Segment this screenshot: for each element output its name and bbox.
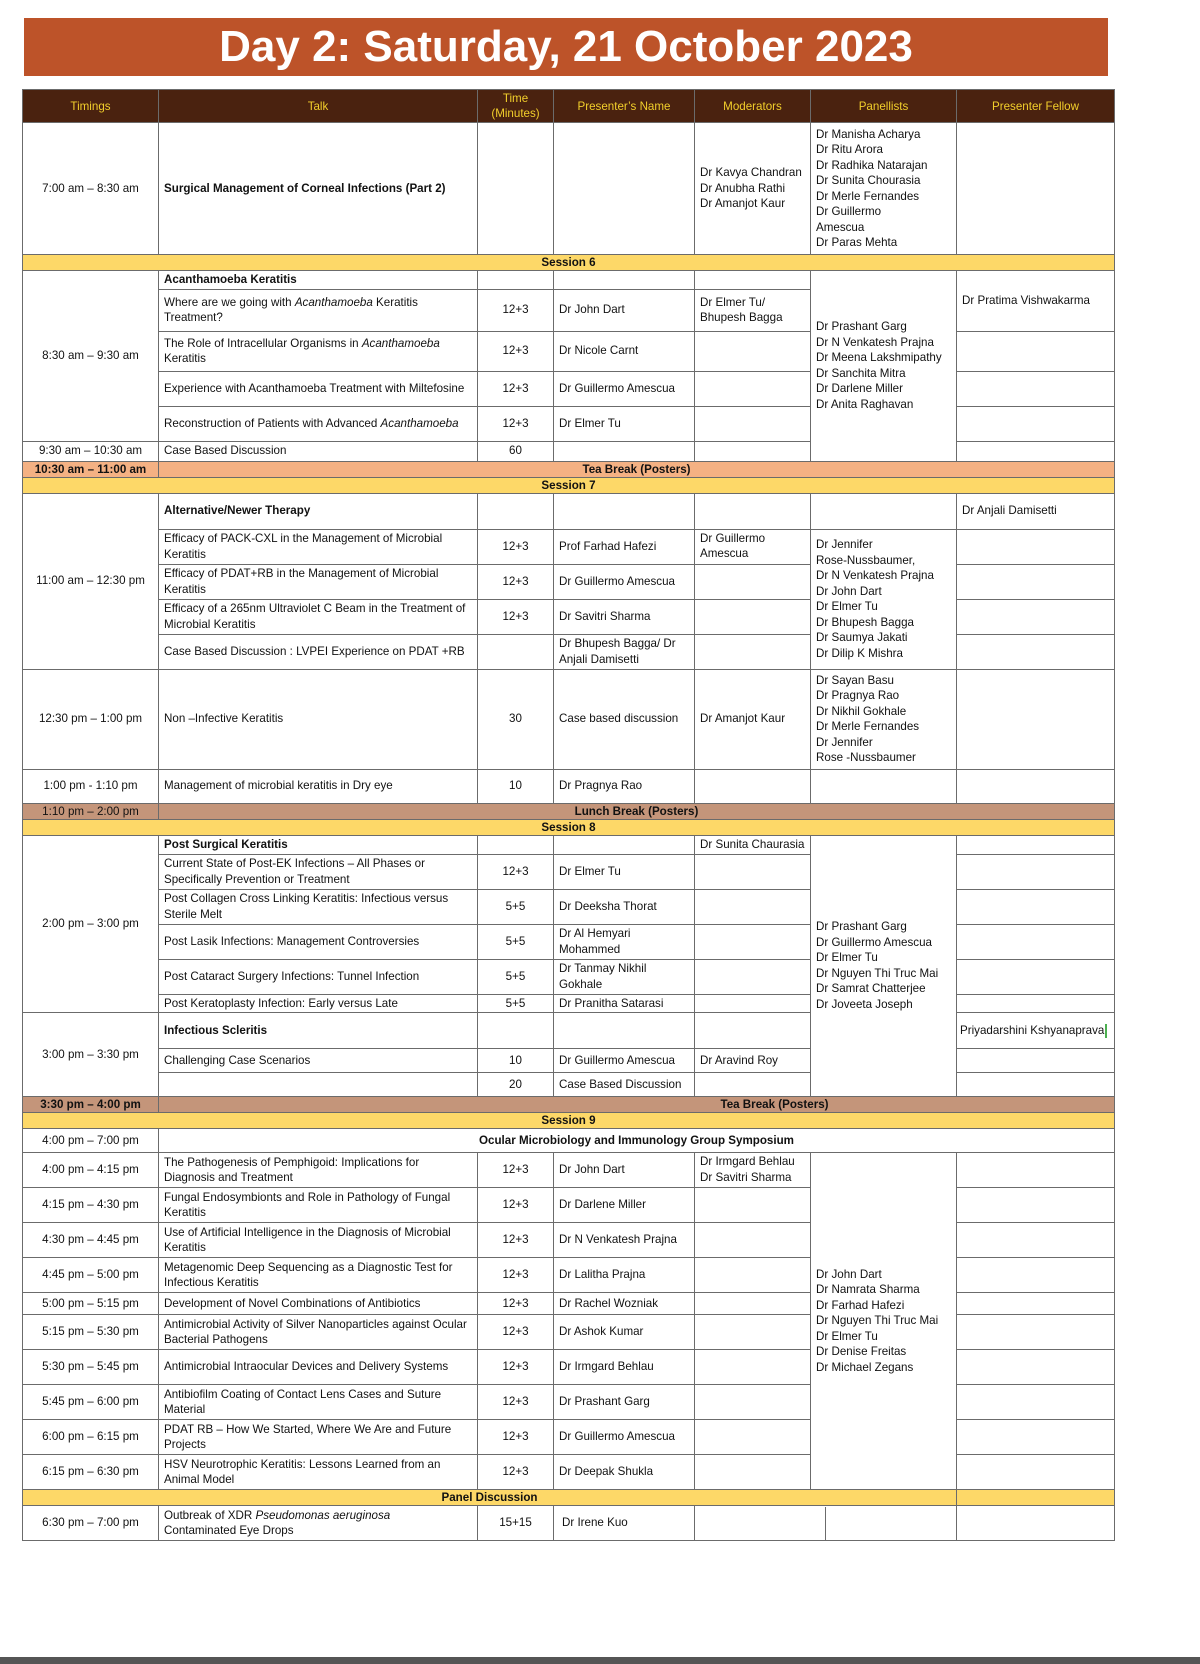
presenter-cell: Dr Guillermo Amescua bbox=[554, 1049, 695, 1073]
minutes-cell: 12+3 bbox=[478, 1188, 554, 1223]
person-name: Dr Prashant Garg bbox=[816, 320, 907, 334]
talk-cell: Management of microbial keratitis in Dry eye bbox=[159, 769, 478, 803]
timing-cell: 5:30 pm – 5:45 pm bbox=[23, 1350, 159, 1385]
panellists-cell bbox=[811, 1153, 957, 1490]
talk-cell: Antimicrobial Activity of Silver Nanoparticles against Ocular Bacterial Pathogens bbox=[159, 1315, 478, 1350]
presenter-cell: Case Based Discussion bbox=[554, 1073, 695, 1097]
presenter-cell: Dr John Dart bbox=[554, 289, 695, 331]
minutes-cell: 5+5 bbox=[478, 889, 554, 924]
schedule-table bbox=[22, 89, 1115, 1541]
moderators-cell bbox=[695, 1385, 811, 1420]
person-name: Dr Nikhil Gokhale bbox=[816, 704, 907, 718]
person-name: Dr Anubha Rathi bbox=[700, 181, 786, 195]
person-name: Dr Radhika Natarajan bbox=[816, 158, 928, 172]
fellow-cell bbox=[957, 1153, 1115, 1188]
talk-cell: Post Collagen Cross Linking Keratitis: Infectious versus Sterile Melt bbox=[159, 889, 478, 924]
panellists-cell bbox=[811, 271, 957, 462]
person-name: Dr Savitri Sharma bbox=[700, 1170, 792, 1184]
presenter-cell: Dr Elmer Tu bbox=[554, 406, 695, 441]
table-header bbox=[23, 90, 1115, 123]
timing-cell: 3:00 pm – 3:30 pm bbox=[23, 1013, 159, 1097]
presenter-cell bbox=[554, 123, 695, 255]
presenter-cell: Dr Irmgard Behlau bbox=[554, 1350, 695, 1385]
session-label: Session 9 bbox=[23, 1113, 1115, 1129]
moderators-cell bbox=[695, 1153, 811, 1188]
table-row bbox=[23, 123, 1115, 255]
moderators-cell bbox=[695, 331, 811, 371]
fellow-cell bbox=[957, 123, 1115, 255]
talk-heading: Post Surgical Keratitis bbox=[159, 835, 478, 854]
person-name: Dr Elmer Tu bbox=[816, 1329, 878, 1343]
minutes-cell bbox=[478, 123, 554, 255]
session-row bbox=[23, 819, 1115, 835]
person-name: Dr Elmer Tu bbox=[816, 951, 878, 965]
person-name: Dr Saumya Jakati bbox=[816, 631, 908, 644]
text-cursor-icon bbox=[1105, 1024, 1107, 1038]
minutes-cell: 10 bbox=[478, 769, 554, 803]
moderators-cell bbox=[695, 1315, 811, 1350]
break-label: Lunch Break (Posters) bbox=[159, 803, 1115, 819]
presenter-cell: Dr Deeksha Thorat bbox=[554, 889, 695, 924]
person-name: Dr Darlene Miller bbox=[816, 382, 903, 396]
person-name: Dr Nguyen Thi Truc Mai bbox=[816, 966, 939, 980]
presenter-cell: Dr Bhupesh Bagga/ Dr Anjali Damisetti bbox=[554, 634, 695, 669]
moderators-cell: Dr Sunita Chaurasia bbox=[695, 835, 811, 854]
minutes-cell: 12+3 bbox=[478, 289, 554, 331]
fellow-cell bbox=[957, 599, 1115, 634]
timing-cell: 8:30 am – 9:30 am bbox=[23, 271, 159, 442]
table-row bbox=[23, 835, 1115, 854]
presenter-cell: Dr Guillermo Amescua bbox=[554, 564, 695, 599]
talk-cell: Where are we going with Acanthamoeba Keratitis Treatment? bbox=[159, 289, 478, 331]
timing-cell: 2:00 pm – 3:00 pm bbox=[23, 835, 159, 1013]
talk-cell: Antibiofilm Coating of Contact Lens Cases and Suture Material bbox=[159, 1385, 478, 1420]
person-name: Dr Sanchita Mitra bbox=[816, 366, 906, 380]
fellow-cell bbox=[957, 406, 1115, 441]
person-name: Dr Bhupesh Bagga bbox=[816, 615, 914, 629]
person-name: Dr Anita Raghavan bbox=[816, 397, 914, 411]
talk-cell: Post Lasik Infections: Management Controversies bbox=[159, 924, 478, 959]
minutes-cell: 12+3 bbox=[478, 1350, 554, 1385]
minutes-cell: 12+3 bbox=[478, 1385, 554, 1420]
presenter-cell: Dr Al Hemyari Mohammed bbox=[554, 924, 695, 959]
fellow-cell bbox=[957, 959, 1115, 994]
talk-cell: Outbreak of XDR Pseudomonas aeruginosa Contaminated Eye Drops bbox=[159, 1506, 478, 1541]
person-name: Dr Jennifer bbox=[816, 735, 873, 749]
moderators-cell: Dr Guillermo Amescua bbox=[695, 529, 811, 564]
fellow-cell bbox=[957, 669, 1115, 769]
timing-cell: 6:15 pm – 6:30 pm bbox=[23, 1455, 159, 1490]
talk-cell: Case Based Discussion : LVPEI Experience on PDAT +RB bbox=[159, 634, 478, 669]
presenter-cell: Dr Deepak Shukla bbox=[554, 1455, 695, 1490]
timing-cell: 3:30 pm – 4:00 pm bbox=[23, 1097, 159, 1113]
fellow-cell bbox=[957, 331, 1115, 371]
presenter-cell: Dr Rachel Wozniak bbox=[554, 1293, 695, 1315]
break-label: Tea Break (Posters) bbox=[159, 1097, 1115, 1113]
fellow-cell: Dr Anjali Damisetti bbox=[957, 493, 1115, 529]
session-row bbox=[23, 1113, 1115, 1129]
person-name: Dr Nguyen Thi Truc Mai bbox=[816, 1314, 939, 1328]
presenter-cell: Dr Lalitha Prajna bbox=[554, 1258, 695, 1293]
fellow-cell bbox=[957, 1258, 1115, 1293]
moderators-cell bbox=[695, 123, 811, 255]
talk-cell: Current State of Post-EK Infections – All Phases or Specifically Prevention or Treatment bbox=[159, 854, 478, 889]
talk-cell: Post Cataract Surgery Infections: Tunnel Infection bbox=[159, 959, 478, 994]
fellow-cell: Priyadarshini Kshyanaprava bbox=[957, 1013, 1115, 1049]
timing-cell: 4:00 pm – 4:15 pm bbox=[23, 1153, 159, 1188]
fellow-cell bbox=[957, 1420, 1115, 1455]
presenter-cell: Dr Ashok Kumar bbox=[554, 1315, 695, 1350]
fellow-cell bbox=[957, 1188, 1115, 1223]
moderators-cell bbox=[695, 1258, 811, 1293]
table-row bbox=[23, 769, 1115, 803]
timing-cell: 5:45 pm – 6:00 pm bbox=[23, 1385, 159, 1420]
person-name: Dr Farhad Hafezi bbox=[816, 1298, 905, 1312]
moderators-cell bbox=[695, 1293, 811, 1315]
timing-cell: 5:15 pm – 5:30 pm bbox=[23, 1315, 159, 1350]
presenter-cell: Dr Tanmay Nikhil Gokhale bbox=[554, 959, 695, 994]
table-row bbox=[23, 529, 1115, 564]
talk-cell: PDAT RB – How We Started, Where We Are and Future Projects bbox=[159, 1420, 478, 1455]
talk-cell bbox=[159, 1073, 478, 1097]
moderators-cell bbox=[695, 406, 811, 441]
person-name: Dr Prashant Garg bbox=[816, 920, 907, 934]
fellow-cell bbox=[957, 1315, 1115, 1350]
moderators-cell bbox=[695, 1455, 811, 1490]
minutes-cell: 12+3 bbox=[478, 1223, 554, 1258]
minutes-cell: 12+3 bbox=[478, 854, 554, 889]
presenter-cell: Dr Darlene Miller bbox=[554, 1188, 695, 1223]
presenter-cell: Dr Pranitha Satarasi bbox=[554, 994, 695, 1013]
talk-heading: Infectious Scleritis bbox=[159, 1013, 478, 1049]
person-name: Dr Namrata Sharma bbox=[816, 1283, 920, 1297]
minutes-cell: 12+3 bbox=[478, 1455, 554, 1490]
person-name: Dr Jennifer bbox=[816, 538, 873, 551]
presenter-cell: Prof Farhad Hafezi bbox=[554, 529, 695, 564]
session-row bbox=[23, 1490, 1115, 1506]
talk-cell: Use of Artificial Intelligence in the Diagnosis of Microbial Keratitis bbox=[159, 1223, 478, 1258]
timing-cell: 6:00 pm – 6:15 pm bbox=[23, 1420, 159, 1455]
fellow-cell bbox=[957, 1350, 1115, 1385]
session-label: Session 7 bbox=[23, 477, 1115, 493]
timing-cell: 9:30 am – 10:30 am bbox=[23, 441, 159, 461]
presenter-cell: Case based discussion bbox=[554, 669, 695, 769]
presenter-cell: Dr Nicole Carnt bbox=[554, 331, 695, 371]
table-row bbox=[23, 1129, 1115, 1153]
fellow-cell: Dr Pratima Vishwakarma bbox=[957, 271, 1115, 332]
person-name: Dr Guillermo bbox=[816, 205, 882, 218]
fellow-cell bbox=[957, 994, 1115, 1013]
presenter-cell: Dr Guillermo Amescua bbox=[554, 371, 695, 406]
moderators-cell bbox=[695, 1420, 811, 1455]
tea-break-row bbox=[23, 1097, 1115, 1113]
talk-cell: The Pathogenesis of Pemphigoid: Implications for Diagnosis and Treatment bbox=[159, 1153, 478, 1188]
fellow-cell bbox=[957, 1506, 1115, 1541]
lunch-break-row bbox=[23, 803, 1115, 819]
presenter-cell: Dr John Dart bbox=[554, 1153, 695, 1188]
person-name: Dr Joveeta Joseph bbox=[816, 997, 913, 1011]
timing-cell: 4:45 pm – 5:00 pm bbox=[23, 1258, 159, 1293]
timing-cell: 12:30 pm – 1:00 pm bbox=[23, 669, 159, 769]
timing-cell: 10:30 am – 11:00 am bbox=[23, 461, 159, 477]
header-presenter-fellow: Presenter Fellow bbox=[957, 90, 1115, 123]
person-name: Dr Guillermo Amescua bbox=[816, 935, 932, 949]
fellow-cell bbox=[957, 529, 1115, 564]
fellow-cell bbox=[957, 924, 1115, 959]
person-name: Rose-Nussbaumer, bbox=[816, 553, 916, 567]
talk-cell: Antimicrobial Intraocular Devices and Delivery Systems bbox=[159, 1350, 478, 1385]
header-timings: Timings bbox=[23, 90, 159, 123]
minutes-cell: 12+3 bbox=[478, 371, 554, 406]
panellists-cell bbox=[811, 669, 957, 769]
person-name: Dr Amanjot Kaur bbox=[700, 197, 786, 211]
moderators-cell bbox=[695, 1350, 811, 1385]
person-name: Dr Michael Zegans bbox=[816, 1360, 914, 1374]
fellow-cell bbox=[957, 564, 1115, 599]
person-name: Dr Paras Mehta bbox=[816, 236, 898, 249]
session-row bbox=[23, 255, 1115, 271]
moderators-cell bbox=[695, 1188, 811, 1223]
talk-cell: Surgical Management of Corneal Infections (Part 2) bbox=[159, 123, 478, 255]
fellow-cell bbox=[957, 371, 1115, 406]
break-label: Tea Break (Posters) bbox=[159, 461, 1115, 477]
moderators-cell bbox=[695, 371, 811, 406]
presenter-cell: Dr Guillermo Amescua bbox=[554, 1420, 695, 1455]
talk-cell: Reconstruction of Patients with Advanced Acanthamoeba bbox=[159, 406, 478, 441]
table-row bbox=[23, 493, 1115, 529]
person-name: Dr Merle Fernandes bbox=[816, 720, 920, 733]
person-name: Dr Manisha Acharya bbox=[816, 127, 921, 141]
talk-cell: Efficacy of PDAT+RB in the Management of Microbial Keratitis bbox=[159, 564, 478, 599]
bottom-divider bbox=[0, 1657, 1200, 1664]
presenter-cell: Dr Pragnya Rao bbox=[554, 769, 695, 803]
fellow-cell bbox=[957, 634, 1115, 669]
person-name: Dr N Venkatesh Prajna bbox=[816, 335, 934, 349]
person-name: Rose -Nussbaumer bbox=[816, 751, 916, 764]
talk-cell: Fungal Endosymbionts and Role in Pathology of Fungal Keratitis bbox=[159, 1188, 478, 1223]
fellow-cell bbox=[957, 889, 1115, 924]
minutes-cell: 20 bbox=[478, 1073, 554, 1097]
minutes-cell bbox=[478, 634, 554, 669]
person-name: Dr Irmgard Behlau bbox=[700, 1155, 795, 1168]
person-name: Amescua bbox=[816, 220, 865, 234]
table-row bbox=[23, 271, 1115, 290]
person-name: Dr Pragnya Rao bbox=[816, 689, 900, 702]
minutes-cell: 5+5 bbox=[478, 924, 554, 959]
header-moderators: Moderators bbox=[695, 90, 811, 123]
timing-cell: 7:00 am – 8:30 am bbox=[23, 123, 159, 255]
talk-heading: Alternative/Newer Therapy bbox=[159, 493, 478, 529]
timing-cell: 4:15 pm – 4:30 pm bbox=[23, 1188, 159, 1223]
fellow-cell bbox=[957, 1455, 1115, 1490]
talk-cell: Non –Infective Keratitis bbox=[159, 669, 478, 769]
panellists-cell bbox=[811, 123, 957, 255]
fellow-cell bbox=[957, 854, 1115, 889]
table-row bbox=[23, 1153, 1115, 1188]
session-label: Session 6 bbox=[23, 255, 1115, 271]
moderators-cell bbox=[695, 1223, 811, 1258]
symposium-title: Ocular Microbiology and Immunology Group Symposium bbox=[159, 1129, 1115, 1153]
timing-cell: 1:10 pm – 2:00 pm bbox=[23, 803, 159, 819]
minutes-cell: 12+3 bbox=[478, 1315, 554, 1350]
talk-cell: Experience with Acanthamoeba Treatment with Miltefosine bbox=[159, 371, 478, 406]
table-row bbox=[23, 669, 1115, 769]
session-label: Session 8 bbox=[23, 819, 1115, 835]
talk-cell: Case Based Discussion bbox=[159, 441, 478, 461]
person-name: Dr Kavya Chandran bbox=[700, 166, 802, 180]
presenter-cell: Dr Irene Kuo bbox=[554, 1506, 695, 1541]
person-name: Dr John Dart bbox=[816, 1267, 882, 1281]
talk-cell: Development of Novel Combinations of Antibiotics bbox=[159, 1293, 478, 1315]
header-presenter: Presenter’s Name bbox=[554, 90, 695, 123]
minutes-cell: 12+3 bbox=[478, 406, 554, 441]
presenter-cell: Dr Prashant Garg bbox=[554, 1385, 695, 1420]
talk-cell: Challenging Case Scenarios bbox=[159, 1049, 478, 1073]
timing-cell: 4:30 pm – 4:45 pm bbox=[23, 1223, 159, 1258]
person-name: Dr Merle Fernandes bbox=[816, 189, 920, 203]
fellow-cell bbox=[957, 1385, 1115, 1420]
person-name: Dr Samrat Chatterjee bbox=[816, 982, 926, 996]
minutes-cell: 12+3 bbox=[478, 1153, 554, 1188]
presenter-cell: Dr Elmer Tu bbox=[554, 854, 695, 889]
talk-cell: Efficacy of a 265nm Ultraviolet C Beam in the Treatment of Microbial Keratitis bbox=[159, 599, 478, 634]
person-name: Dr Sunita Chourasia bbox=[816, 174, 921, 187]
header-time-minutes: Time (Minutes) bbox=[478, 90, 554, 123]
minutes-cell: 12+3 bbox=[478, 1258, 554, 1293]
table-row bbox=[23, 1506, 1115, 1541]
minutes-cell: 12+3 bbox=[478, 599, 554, 634]
minutes-cell: 5+5 bbox=[478, 959, 554, 994]
timing-cell: 1:00 pm - 1:10 pm bbox=[23, 769, 159, 803]
talk-cell: HSV Neurotrophic Keratitis: Lessons Learned from an Animal Model bbox=[159, 1455, 478, 1490]
person-name: Dr Sayan Basu bbox=[816, 673, 894, 687]
timing-cell: 4:00 pm – 7:00 pm bbox=[23, 1129, 159, 1153]
talk-cell: The Role of Intracellular Organisms in Acanthamoeba Keratitis bbox=[159, 331, 478, 371]
person-name: Dr Denise Freitas bbox=[816, 1345, 907, 1359]
fellow-cell bbox=[957, 1073, 1115, 1097]
minutes-cell: 10 bbox=[478, 1049, 554, 1073]
fellow-cell bbox=[957, 1293, 1115, 1315]
moderators-cell: Dr Elmer Tu/ Bhupesh Bagga bbox=[695, 289, 811, 331]
minutes-cell: 12+3 bbox=[478, 331, 554, 371]
fellow-cell bbox=[957, 1223, 1115, 1258]
fellow-cell bbox=[957, 1049, 1115, 1073]
minutes-cell: 60 bbox=[478, 441, 554, 461]
panellists-cell bbox=[811, 835, 957, 1097]
minutes-cell: 12+3 bbox=[478, 564, 554, 599]
person-name: Dr Ritu Arora bbox=[816, 143, 884, 156]
person-name: Dr Meena Lakshmipathy bbox=[816, 351, 942, 365]
timing-cell: 6:30 pm – 7:00 pm bbox=[23, 1506, 159, 1541]
minutes-cell: 12+3 bbox=[478, 1420, 554, 1455]
minutes-cell: 12+3 bbox=[478, 1293, 554, 1315]
minutes-cell: 30 bbox=[478, 669, 554, 769]
header-talk: Talk bbox=[159, 90, 478, 123]
person-name: Dr Dilip K Mishra bbox=[816, 646, 903, 660]
moderators-cell: Dr Aravind Roy bbox=[695, 1049, 811, 1073]
presenter-cell: Dr Savitri Sharma bbox=[554, 599, 695, 634]
minutes-cell: 12+3 bbox=[478, 529, 554, 564]
minutes-cell: 5+5 bbox=[478, 994, 554, 1013]
person-name: Dr N Venkatesh Prajna bbox=[816, 569, 934, 582]
session-label: Panel Discussion bbox=[23, 1490, 957, 1506]
minutes-cell: 15+15 bbox=[478, 1506, 554, 1541]
session-row bbox=[23, 477, 1115, 493]
person-name: Dr John Dart bbox=[816, 584, 882, 598]
fellow-cell bbox=[957, 835, 1115, 854]
talk-cell: Metagenomic Deep Sequencing as a Diagnostic Test for Infectious Keratitis bbox=[159, 1258, 478, 1293]
person-name: Dr Elmer Tu bbox=[816, 600, 878, 613]
panellists-cell bbox=[811, 529, 957, 669]
header-panellists: Panellists bbox=[811, 90, 957, 123]
page-title: Day 2: Saturday, 21 October 2023 bbox=[24, 18, 1108, 76]
timing-cell: 5:00 pm – 5:15 pm bbox=[23, 1293, 159, 1315]
talk-heading: Acanthamoeba Keratitis bbox=[159, 271, 478, 290]
moderators-cell: Dr Amanjot Kaur bbox=[695, 669, 811, 769]
tea-break-row bbox=[23, 461, 1115, 477]
presenter-cell: Dr N Venkatesh Prajna bbox=[554, 1223, 695, 1258]
talk-cell: Post Keratoplasty Infection: Early versus Late bbox=[159, 994, 478, 1013]
talk-cell: Efficacy of PACK-CXL in the Management of Microbial Keratitis bbox=[159, 529, 478, 564]
timing-cell: 11:00 am – 12:30 pm bbox=[23, 493, 159, 669]
